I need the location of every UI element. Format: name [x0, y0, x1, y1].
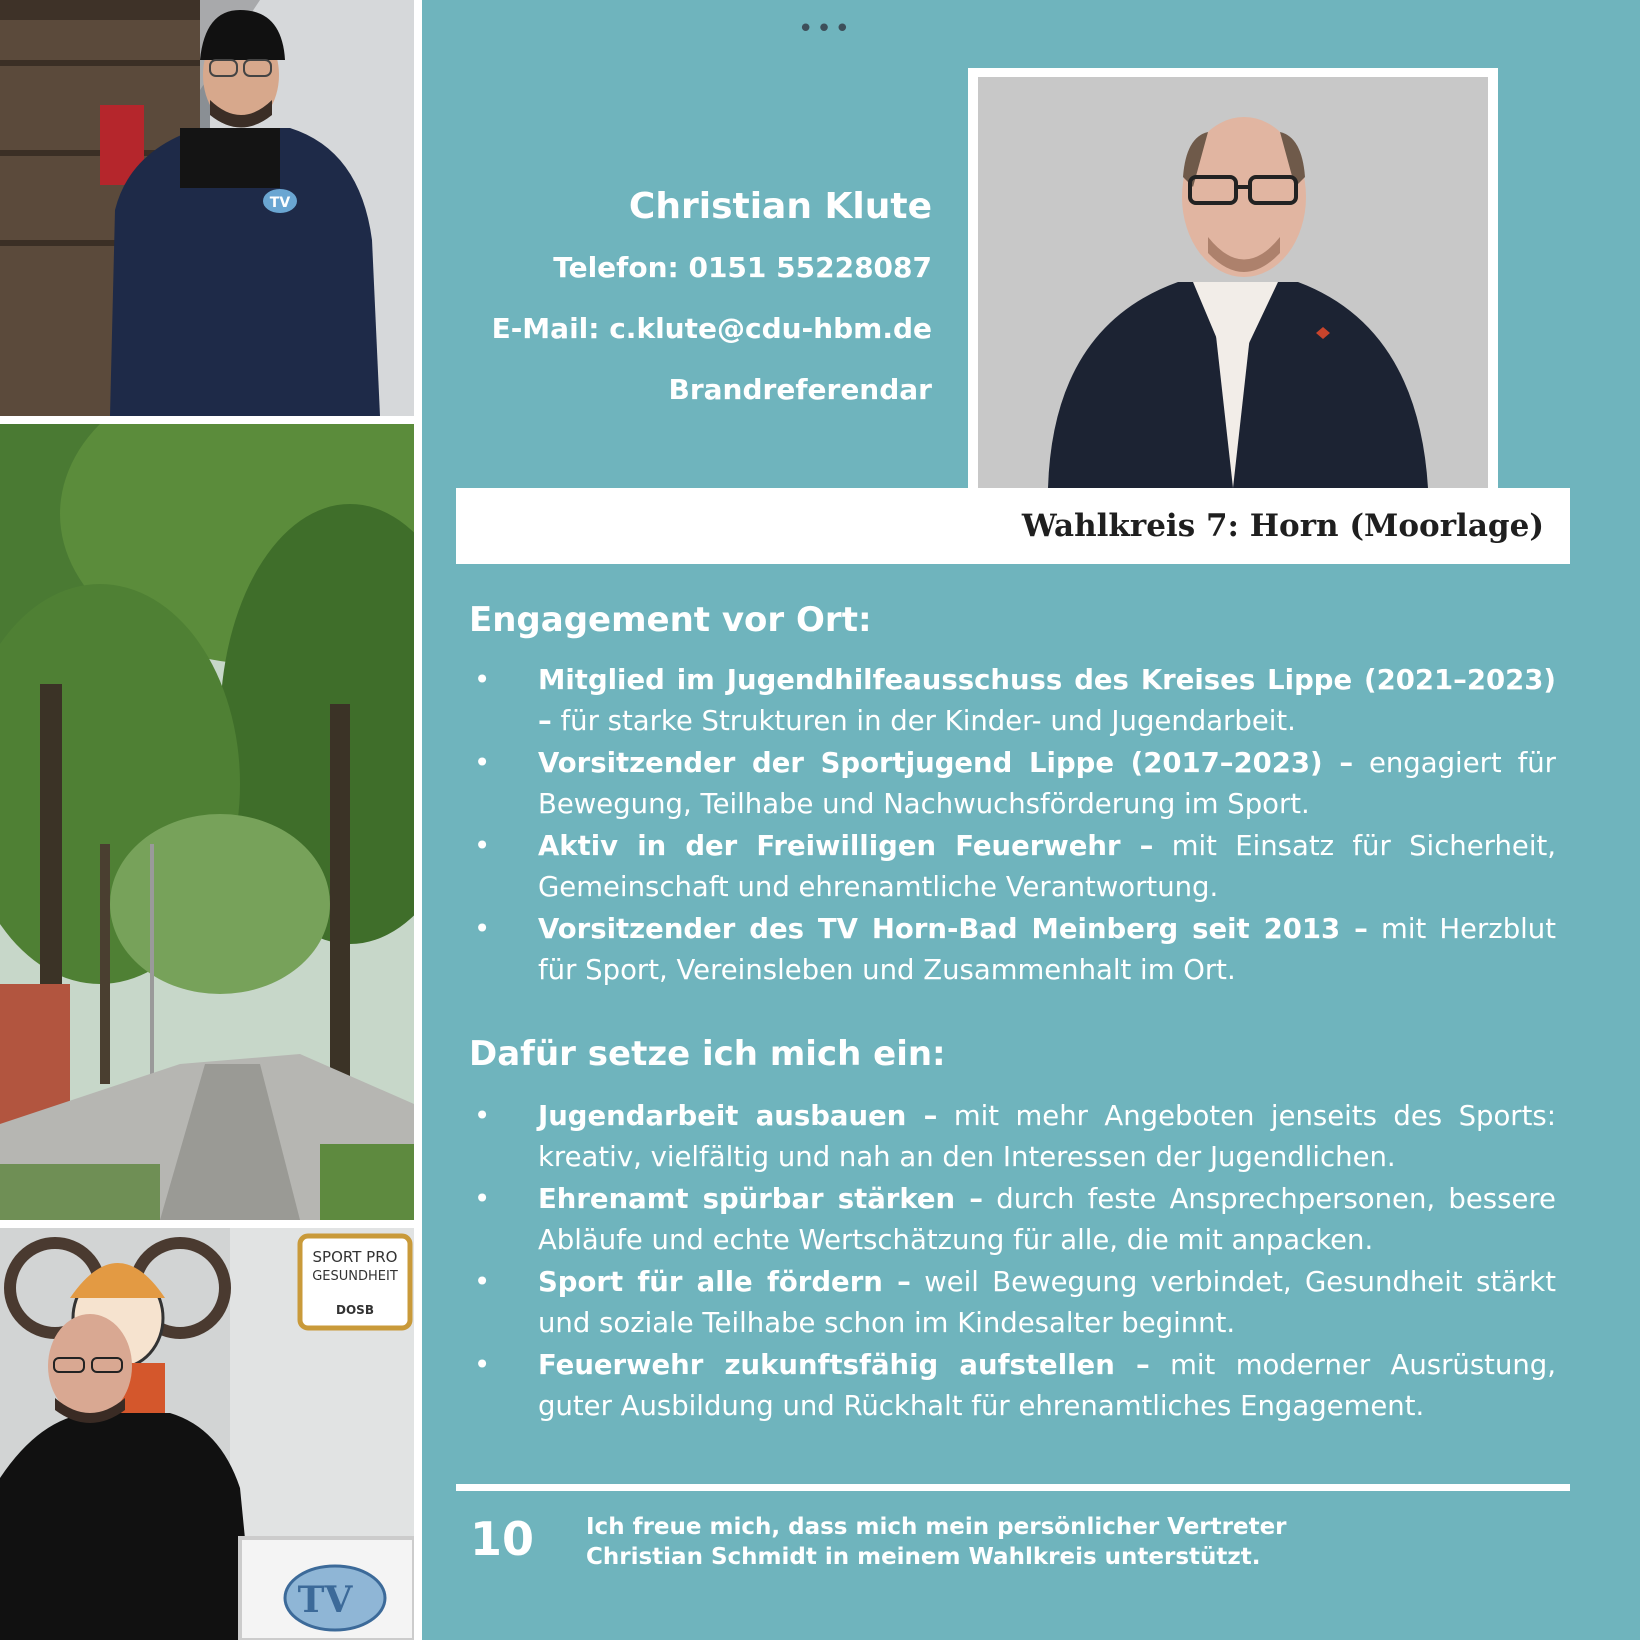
bullet-icon: • [474, 1100, 491, 1132]
item-text: weil Bewegung verbindet, Gesundheit stärkt und soziale Teilhabe schon im Kindesalter beginnt. [538, 1266, 1557, 1339]
page-number: 10 [470, 1512, 535, 1566]
candidate-name: Christian Klute [628, 186, 932, 227]
candidate-portrait [978, 77, 1488, 488]
more-dots-icon: ••• [798, 14, 854, 44]
district-label: Wahlkreis 7: Horn (Moorlage) [1021, 508, 1544, 544]
item-bold-text: Jugendarbeit ausbauen – [538, 1100, 938, 1132]
item-text: für starke Strukturen in der Kinder- und Jugendarbeit. [551, 705, 1296, 737]
item-bold-text: Mitglied im Jugendhilfeausschuss des Kreises Lippe (2021–2023) – [538, 664, 1556, 737]
tv-logo-text-sign: TV [297, 1579, 353, 1621]
bullet-icon: • [474, 913, 491, 945]
item-text: mit Einsatz für Sicherheit, Gemeinschaft und ehrenamtliche Verantwortung. [538, 830, 1556, 903]
sign-text-1: SPORT PRO [312, 1248, 398, 1266]
item-bold-text: Sport für alle fördern – [538, 1266, 911, 1298]
commitments-list [422, 1096, 1556, 1428]
item-text: mit moderner Ausrüstung, guter Ausbildung und Rückhalt für ehrenamtliches Engagement. [538, 1349, 1556, 1422]
photo-man-beanie-jacket [0, 0, 414, 416]
list-item [422, 1179, 1556, 1261]
item-bold-text: Ehrenamt spürbar stärken – [538, 1183, 983, 1215]
engagement-list [422, 660, 1556, 992]
phone-line: Telefon: 0151 55228087 [553, 251, 932, 284]
footer-note: Ich freue mich, dass mich mein persönlicher Vertreter Christian Schmidt in meinem Wahlkreis unterstützt. [586, 1514, 1287, 1570]
profession-line: Brandreferendar [668, 373, 932, 406]
commitments-heading: Dafür setze ich mich ein: [469, 1034, 946, 1074]
item-text: engagiert für Bewegung, Teilhabe und Nachwuchsförderung im Sport. [538, 747, 1556, 820]
bullet-icon: • [474, 1349, 491, 1381]
bullet-icon: • [474, 664, 491, 696]
sign-text-3: DOSB [336, 1303, 374, 1317]
item-text: durch feste Ansprechpersonen, bessere Abläufe und echte Wertschätzung für alle, die mit anpacken. [538, 1183, 1556, 1256]
list-item [422, 1345, 1556, 1427]
portrait-frame [968, 68, 1498, 488]
item-text: mit Herzblut für Sport, Vereinsleben und Zusammenhalt im Ort. [538, 913, 1557, 986]
item-bold-text: Aktiv in der Freiwilligen Feuerwehr – [538, 830, 1154, 862]
bullet-icon: • [474, 1183, 491, 1215]
list-item [422, 826, 1556, 908]
photo-tree-lined-road [0, 424, 414, 1220]
item-text: mit mehr Angeboten jenseits des Sports: kreativ, vielfältig und nah an den Interessen der Jugendlichen. [538, 1100, 1556, 1173]
item-bold-text: Vorsitzender des TV Horn-Bad Meinberg seit 2013 – [538, 913, 1368, 945]
item-bold-text: Vorsitzender der Sportjugend Lippe (2017–2023) – [538, 747, 1354, 779]
list-item [422, 660, 1556, 742]
email-line: E-Mail: c.klute@cdu-hbm.de [491, 312, 932, 345]
list-item [422, 909, 1556, 991]
bullet-icon: • [474, 830, 491, 862]
list-item [422, 1096, 1556, 1178]
footer-divider [456, 1484, 1570, 1491]
engagement-heading: Engagement vor Ort: [469, 600, 872, 640]
tv-logo-text: TV [269, 195, 291, 211]
district-banner [456, 488, 1570, 564]
list-item [422, 1262, 1556, 1344]
sign-text-2: GESUNDHEIT [312, 1269, 398, 1284]
bullet-icon: • [474, 1266, 491, 1298]
bullet-icon: • [474, 747, 491, 779]
contact-block [492, 186, 932, 434]
photo-man-with-tv-sign [0, 1228, 414, 1640]
list-item [422, 743, 1556, 825]
item-bold-text: Feuerwehr zukunftsfähig aufstellen – [538, 1349, 1150, 1381]
content-panel [422, 0, 1640, 1640]
